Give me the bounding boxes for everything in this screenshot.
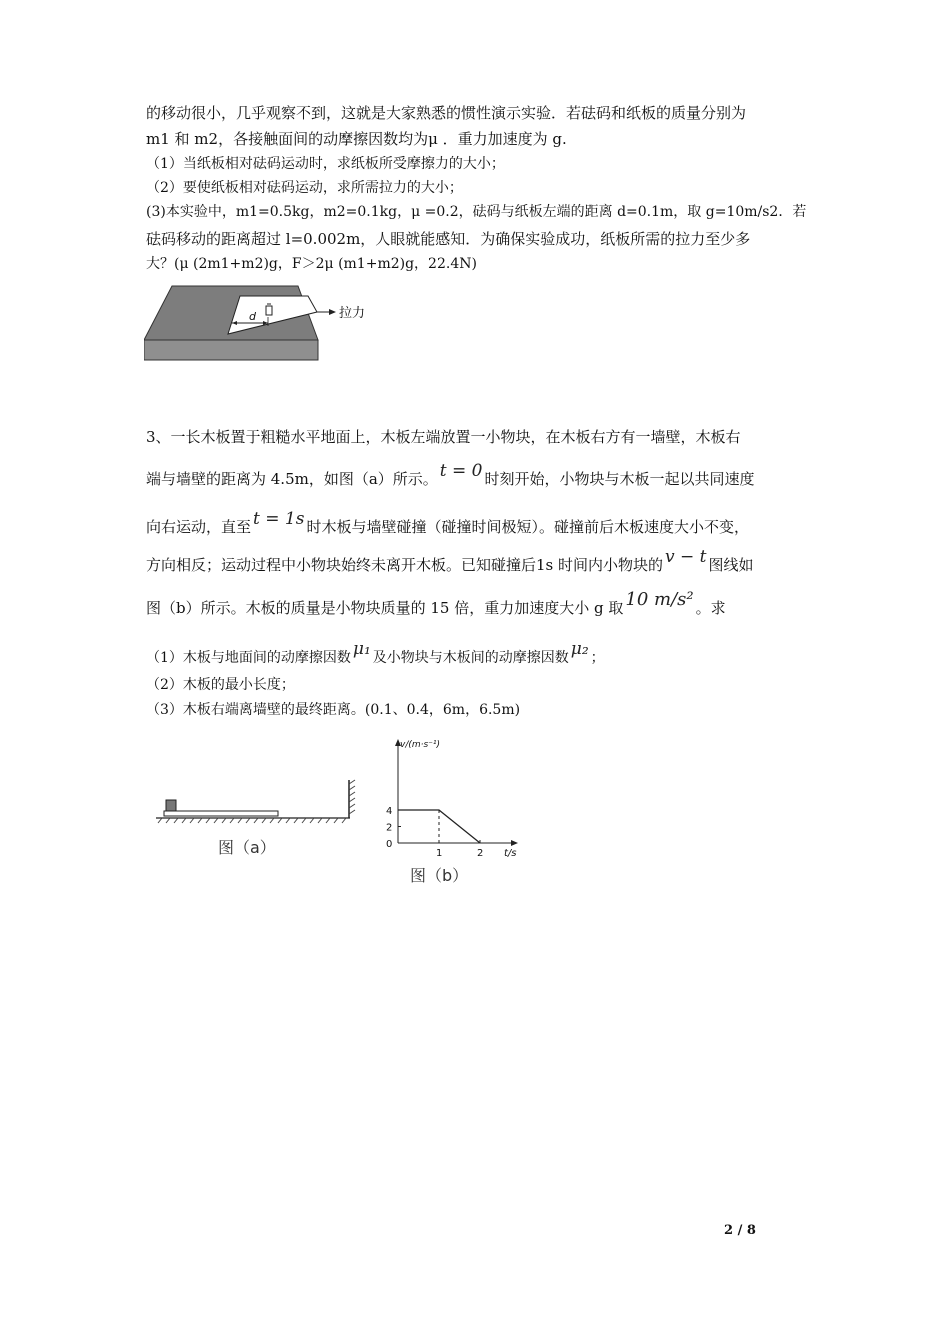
p2-answer: 大？(μ (2m1+m2)g，F＞2μ (m1+m2)g，22.4N) — [146, 256, 477, 272]
p3-line-4a: 方向相反；运动过程中小物块始终未离开木板。已知碰撞后1s 时间内小物块的 — [146, 556, 664, 574]
cardboard-experiment-figure — [144, 284, 384, 364]
p3-line-3b: 时木板与墙壁碰撞（碰撞时间极短）。碰撞前后木板速度大小不变， — [306, 518, 749, 536]
y-tick-label-2: 2 — [386, 822, 393, 834]
x-axis-arrow — [511, 840, 518, 846]
p3-line-1: 3、一长木板置于粗糙水平地面上，木板左端放置一小物块，在木板右方有一墙壁，木板右 — [146, 428, 741, 446]
p3-line-3 — [146, 509, 749, 537]
figure-a-caption: 图（a） — [218, 838, 276, 857]
p3-line-2a: 端与墙壁的距离为 4.5m，如图（a）所示。 — [146, 470, 438, 488]
p3-question-2: （2）木板的最小长度； — [146, 677, 295, 693]
p3-q1b: 及小物块与木板间的动摩擦因数 — [372, 650, 569, 666]
p3-line-3a: 向右运动，直至 — [146, 518, 252, 536]
y-tick-label-0: 0 — [386, 839, 393, 850]
figure-b-caption: 图（b） — [410, 866, 469, 885]
x-axis-label: t/s — [504, 848, 517, 859]
p3-question-1 — [146, 639, 605, 667]
math-mu1: μ₁ — [352, 639, 371, 659]
p3-line-5a: 图（b）所示。木板的质量是小物块质量的 15 倍，重力加速度大小 g 取 — [146, 599, 624, 617]
distance-d-label: d — [249, 310, 256, 323]
p2-question-3: (3)本实验中，m1=0.5kg，m2=0.1kg，μ =0.2，砝码与纸板左端的距离 d=0.1m，取 g=10m/s2．若 — [146, 204, 807, 220]
p3-line-5b: 。求 — [695, 599, 726, 617]
p2-line-6: 砝码移动的距离超过 l=0.002m，人眼就能感知．为确保实验成功，纸板所需的拉力至少多 — [146, 230, 751, 248]
pull-force-label: 拉力 — [339, 306, 366, 321]
p3-q1c: ； — [590, 650, 605, 666]
p3-question-3: （3）木板右端离墙壁的最终距离。(0.1、0.4，6m，6.5m) — [146, 702, 521, 718]
p3-line-4b: 图线如 — [708, 556, 754, 574]
y-tick-label-4: 4 — [386, 806, 393, 817]
math-vt: v − t — [665, 547, 707, 567]
page-number: 2 / 8 — [724, 1223, 756, 1238]
p3-line-4 — [146, 547, 754, 575]
figure-b-vt-graph — [378, 735, 528, 890]
math-g: 10 m/s² — [625, 589, 694, 610]
p2-question-2: （2）要使纸板相对砝码运动，求所需拉力的大小； — [146, 180, 463, 196]
math-t0: t = 0 — [439, 461, 483, 481]
velocity-line — [398, 810, 480, 843]
p2-line-2: m1 和 m2，各接触面间的动摩擦因数均为μ ．重力加速度为 g. — [146, 130, 567, 148]
y-axis-label: v/(m·s⁻¹) — [400, 740, 441, 750]
math-t1: t = 1s — [253, 509, 305, 529]
math-mu2: μ₂ — [570, 639, 589, 659]
p3-q1a: （1）木板与地面间的动摩擦因数 — [146, 650, 351, 666]
p2-question-1: （1）当纸板相对砝码运动时，求纸板所受摩擦力的大小； — [146, 156, 505, 172]
x-tick-label-2: 2 — [477, 848, 484, 859]
p3-line-5 — [146, 589, 726, 619]
p2-line-1: 的移动很小，几乎观察不到，这就是大家熟悉的惯性演示实验．若砝码和纸板的质量分别为 — [146, 104, 747, 122]
figure-a-board-and-wall — [150, 770, 365, 870]
p3-line-2b: 时刻开始，小物块与木板一起以共同速度 — [484, 470, 755, 488]
x-tick-label-1: 1 — [436, 848, 443, 859]
p3-line-2 — [146, 461, 755, 489]
